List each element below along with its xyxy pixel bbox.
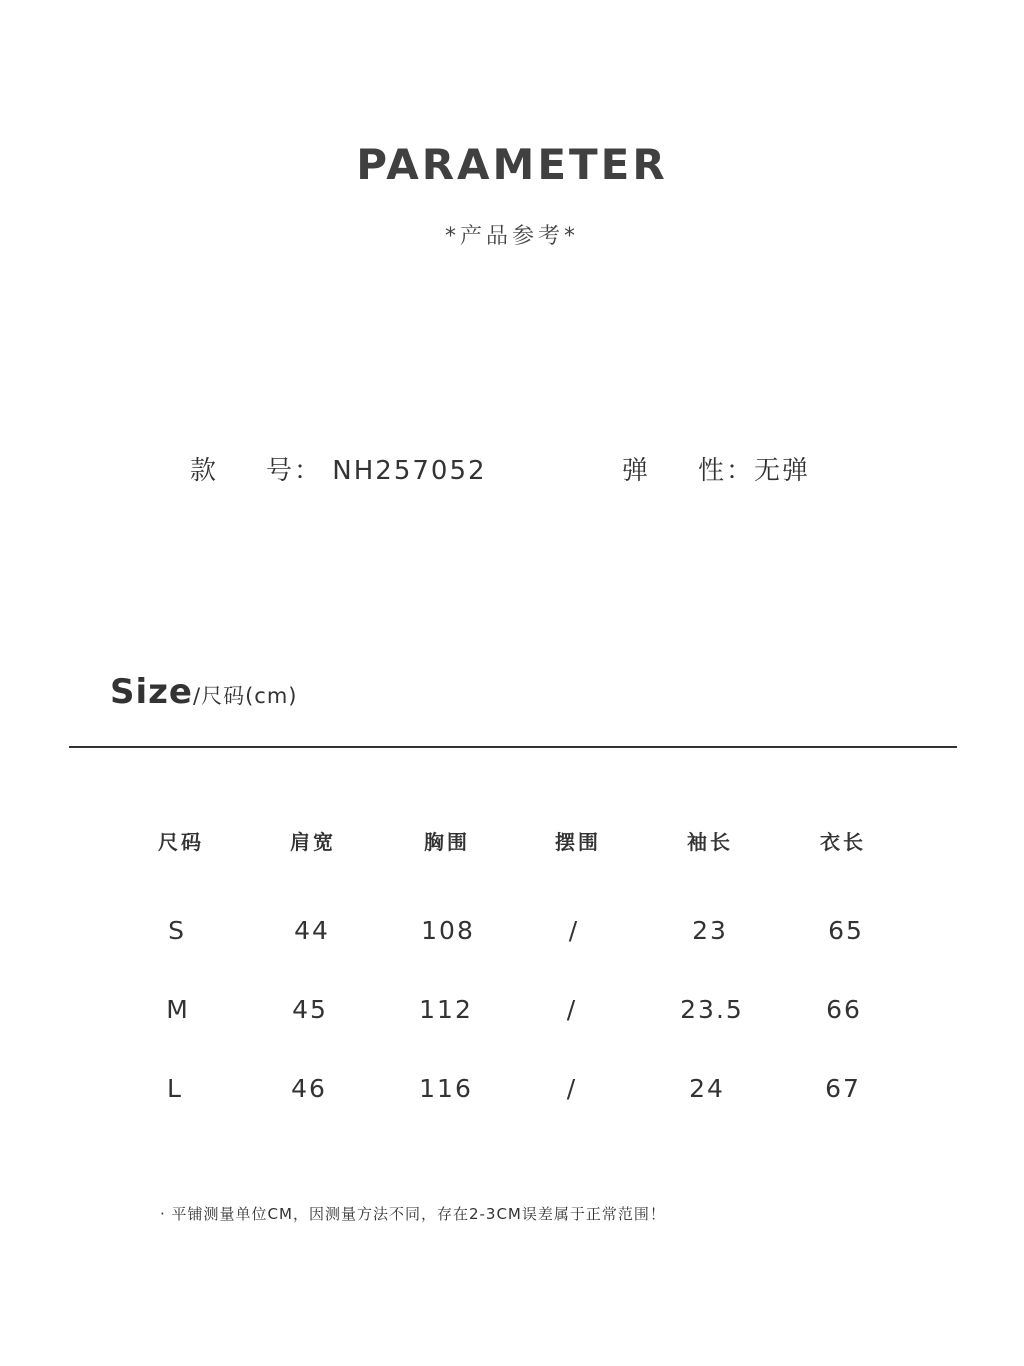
table-cell: L [167, 1074, 183, 1103]
table-cell: 108 [421, 916, 475, 945]
table-cell: 67 [825, 1074, 861, 1103]
style-number-label-part1: 款 [190, 456, 219, 486]
table-cell: 65 [828, 916, 864, 945]
table-cell: S [168, 916, 186, 945]
table-cell: 66 [826, 995, 862, 1024]
style-number-value: NH257052 [332, 456, 487, 486]
table-cell: 23 [692, 916, 728, 945]
table-header-length: 衣长 [820, 830, 866, 854]
elasticity-value: 无弹 [754, 456, 811, 486]
table-header-chest: 胸围 [424, 830, 470, 854]
table-header-sleeve: 袖长 [687, 830, 733, 854]
size-heading-unit: /尺码(cm) [193, 684, 298, 708]
style-number-label-part2: 号： [266, 456, 323, 486]
page-subtitle: *产品参考* [444, 224, 579, 249]
elasticity-label-part1: 弹 [622, 456, 651, 486]
elasticity-label-part2: 性： [698, 456, 755, 486]
table-header-shoulder: 肩宽 [290, 830, 336, 854]
table-header-hem: 摆围 [555, 830, 601, 854]
size-heading-title: Size [110, 672, 193, 712]
table-cell: 23.5 [680, 995, 744, 1024]
table-cell: 44 [294, 916, 330, 945]
elasticity-spec [622, 450, 810, 487]
table-cell: 45 [292, 995, 328, 1024]
table-header-size: 尺码 [158, 830, 204, 854]
table-cell: 116 [419, 1074, 473, 1103]
table-cell: M [166, 995, 190, 1024]
measurement-footnote: · 平铺测量单位CM，因测量方法不同，存在2-3CM误差属于正常范围！ [160, 1205, 666, 1223]
table-cell: / [568, 916, 580, 945]
table-cell: 46 [291, 1074, 327, 1103]
size-heading [110, 672, 297, 712]
section-divider [69, 746, 957, 748]
style-number-spec [190, 450, 487, 487]
table-cell: / [566, 1074, 578, 1103]
page-title: PARAMETER [356, 140, 668, 189]
table-cell: / [566, 995, 578, 1024]
table-cell: 24 [689, 1074, 725, 1103]
table-cell: 112 [419, 995, 473, 1024]
